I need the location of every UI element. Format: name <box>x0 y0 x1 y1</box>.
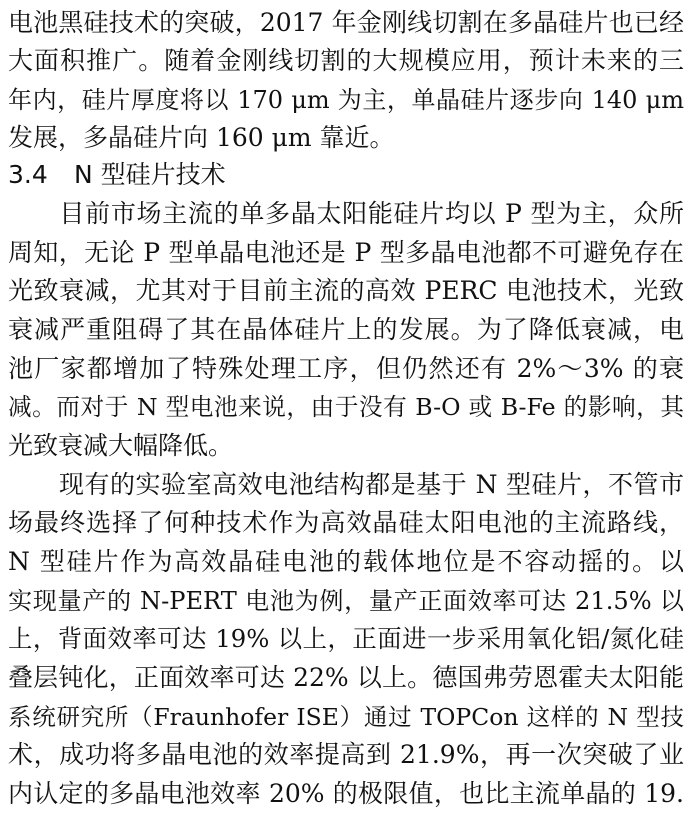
intro-line-2: 大面积推广。随着金刚线切割的大规模应用，预计未来的三 <box>8 46 684 75</box>
intro-line-4: 发展，多晶硅片向 160 μm 靠近。 <box>8 123 395 152</box>
paragraph-1-line-2: 周知，无论 P 型单晶电池还是 P 型多晶电池都不可避免存在 <box>8 238 684 267</box>
paragraph-2-line-2: 场最终选择了何种技术作为高效晶硅太阳电池的主流路线， <box>8 508 684 537</box>
paragraph-2-line-6: 叠层钝化，正面效率可达 22% 以上。德国弗劳恩霍夫太阳能 <box>8 663 684 692</box>
intro-line-1: 电池黑硅技术的突破，2017 年金刚线切割在多晶硅片也已经 <box>8 8 684 37</box>
paragraph-1-line-3: 光致衰减，尤其对于目前主流的高效 PERC 电池技术，光致 <box>8 276 684 305</box>
paragraph-1-line-6: 减。而对于 N 型电池来说，由于没有 B-O 或 B-Fe 的影响，其 <box>8 393 684 421</box>
section-title: N 型硅片技术 <box>74 160 226 189</box>
paragraph-2-line-1: 现有的实验室高效电池结构都是基于 N 型硅片，不管市 <box>8 470 684 499</box>
paragraph-2-line-4: 实现量产的 N-PERT 电池为例，量产正面效率可达 21.5% 以 <box>8 587 684 615</box>
intro-line-3: 年内，硅片厚度将以 170 μm 为主，单晶硅片逐步向 140 μm <box>8 86 684 114</box>
section-number: 3.4 <box>8 160 48 189</box>
paragraph-2-line-9: 内认定的多晶电池效率 20% 的极限值，也比主流单晶的 19. <box>8 779 684 808</box>
paragraph-1-line-5: 池厂家都增加了特殊处理工序，但仍然还有 2%～3% 的衰 <box>8 354 684 383</box>
section-heading <box>8 155 226 195</box>
paragraph-2-line-3: N 型硅片作为高效晶硅电池的载体地位是不容动摇的。以 <box>8 547 684 576</box>
paragraph-2-line-8: 术，成功将多晶电池的效率提高到 21.9%，再一次突破了业 <box>8 740 684 769</box>
paragraph-2-line-7: 系统研究所（Fraunhofer ISE）通过 TOPCon 这样的 N 型技 <box>8 703 684 731</box>
paragraph-1-line-4: 衰减严重阻碍了其在晶体硅片上的发展。为了降低衰减，电 <box>8 315 684 344</box>
paragraph-1-line-1: 目前市场主流的单多晶太阳能硅片均以 P 型为主，众所 <box>8 199 684 228</box>
paragraph-1-line-7: 光致衰减大幅降低。 <box>8 431 234 460</box>
paragraph-2-line-5: 上，背面效率可达 19% 以上，正面进一步采用氧化铝/氮化硅 <box>8 624 684 653</box>
